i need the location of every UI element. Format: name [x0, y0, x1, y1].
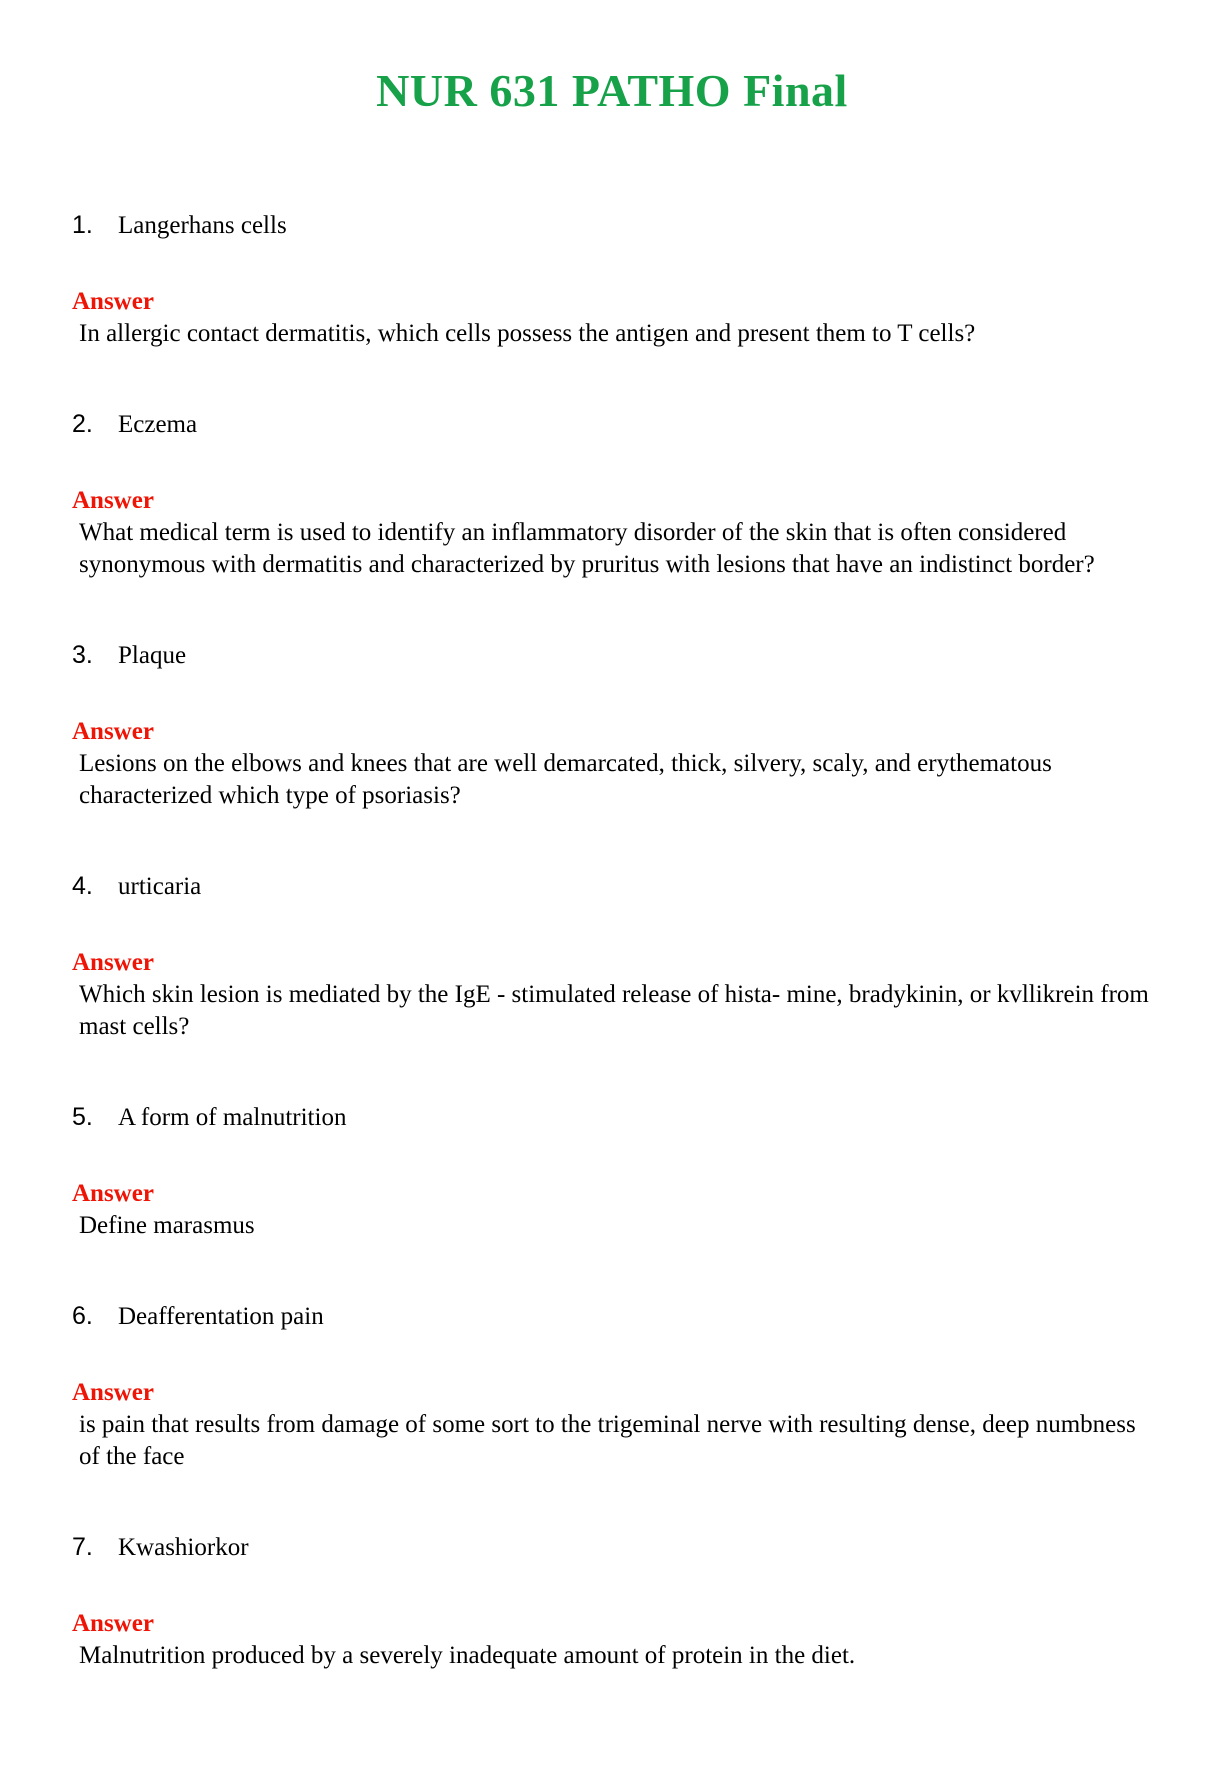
answer-label: Answer: [72, 1379, 154, 1406]
item-number: 7.: [72, 1533, 93, 1561]
answer-label: Answer: [72, 288, 154, 315]
item-term: A form of malnutrition: [118, 1104, 347, 1131]
item-term: Kwashiorkor: [118, 1534, 249, 1561]
answer-label: Answer: [72, 487, 154, 514]
item-term: urticaria: [118, 873, 202, 900]
answer-text: Malnutrition produced by a severely inadequate amount of protein in the diet.: [79, 1642, 856, 1669]
qa-item: [72, 870, 1152, 1043]
term-row: [72, 1531, 1152, 1564]
answer-label: Answer: [72, 1180, 154, 1207]
item-number: 5.: [72, 1103, 93, 1131]
term-row: [72, 408, 1152, 441]
answer-text: is pain that results from damage of some sort to the trigeminal nerve with resulting dense, deep numbness of the face: [79, 1411, 1136, 1470]
answer-text: Define marasmus: [79, 1212, 255, 1239]
qa-item: [72, 408, 1152, 581]
term-row: [72, 870, 1152, 903]
term-row: [72, 639, 1152, 672]
qa-item: [72, 1300, 1152, 1473]
answer-label: Answer: [72, 1610, 154, 1637]
item-number: 2.: [72, 410, 93, 438]
answer-text: In allergic contact dermatitis, which cells possess the antigen and present them to T cells?: [79, 320, 976, 347]
qa-item: [72, 1101, 1152, 1242]
document-title: NUR 631 PATHO Final: [376, 65, 848, 116]
answer-label: Answer: [72, 949, 154, 976]
qa-item: [72, 639, 1152, 812]
answer-text: Lesions on the elbows and knees that are well demarcated, thick, silvery, scaly, and erythematous characterized which type of psoriasis?: [79, 750, 1052, 809]
term-row: [72, 1101, 1152, 1134]
qa-item: [72, 1531, 1152, 1672]
answer-text: What medical term is used to identify an inflammatory disorder of the skin that is often considered synonymous with dermatitis and characterized by pruritus with lesions that have an indistinct border?: [79, 519, 1095, 578]
item-term: Langerhans cells: [118, 212, 287, 239]
qa-item: [72, 209, 1152, 350]
answer-label: Answer: [72, 718, 154, 745]
term-row: [72, 209, 1152, 242]
item-number: 1.: [72, 211, 93, 239]
answer-text: Which skin lesion is mediated by the IgE - stimulated release of hista- mine, bradykinin, or kvllikrein from mast cells?: [79, 981, 1149, 1040]
term-row: [72, 1300, 1152, 1333]
item-term: Eczema: [118, 411, 198, 438]
item-number: 4.: [72, 872, 93, 900]
item-number: 6.: [72, 1302, 93, 1330]
item-number: 3.: [72, 641, 93, 669]
item-term: Plaque: [118, 642, 187, 669]
item-term: Deafferentation pain: [118, 1303, 324, 1330]
